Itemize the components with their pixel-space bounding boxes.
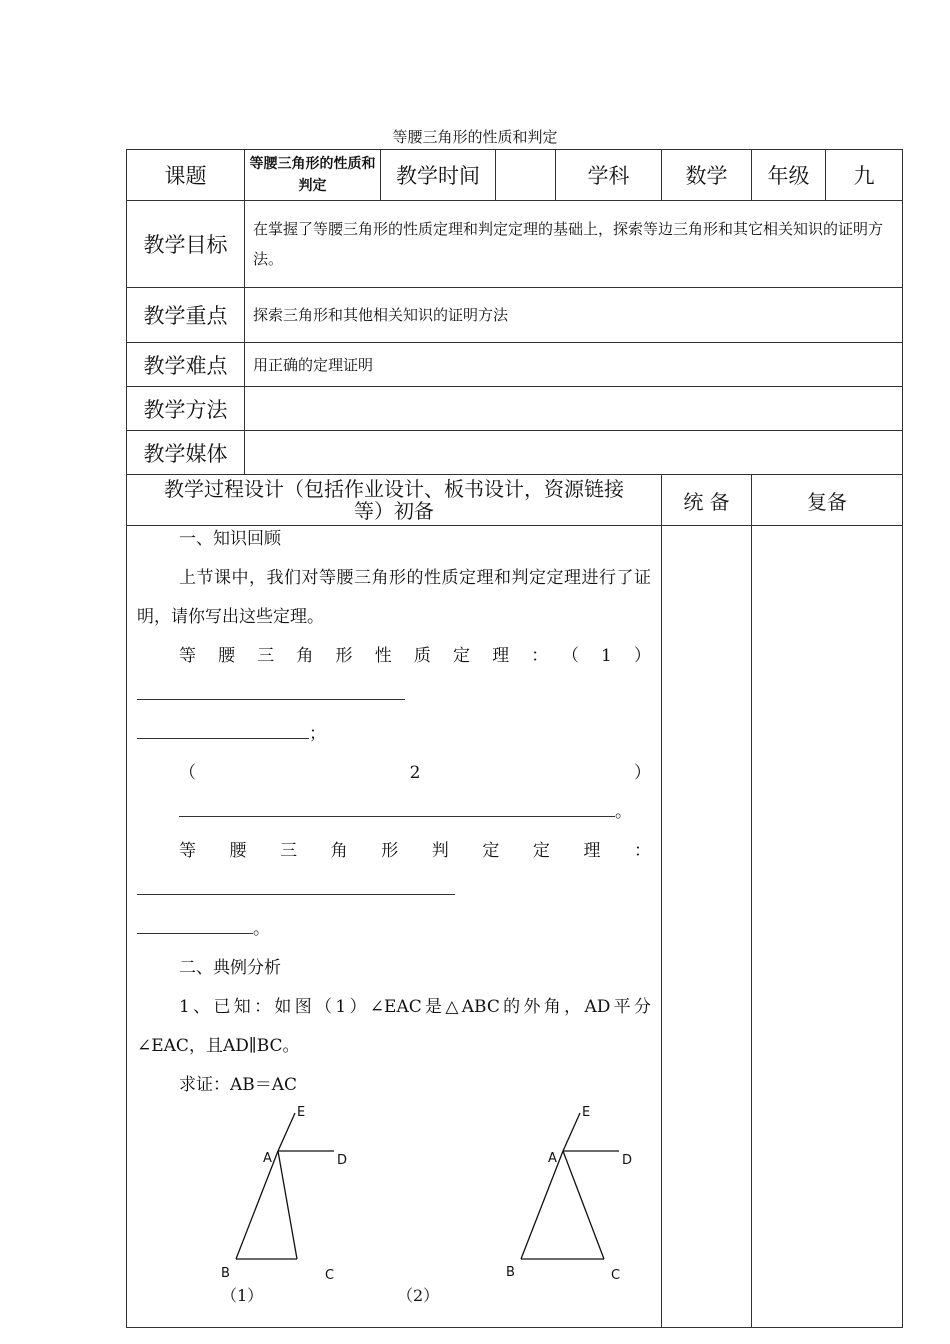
- property2-line: [137, 754, 651, 832]
- prove-statement: 求证：AB＝AC: [179, 1075, 298, 1095]
- review-prep-cell[interactable]: [752, 526, 903, 1328]
- figure-1-diagram: [236, 1113, 334, 1259]
- unified-prep-header: 统 备: [662, 475, 752, 526]
- judge-label: 等腰三角形判定定理：: [179, 841, 651, 861]
- fig1-segment-ab: [236, 1151, 278, 1259]
- fig2-point-e: E: [582, 1105, 591, 1120]
- property2-blank[interactable]: [179, 800, 615, 817]
- figures-area: [137, 1105, 651, 1327]
- fig1-segment-ac: [278, 1151, 297, 1259]
- fig1-point-a: A: [263, 1151, 272, 1166]
- goal-value: 在掌握了等腰三角形的性质定理和判定定理的基础上，探索等边三角形和其它相关知识的证明方法。: [245, 201, 903, 288]
- property2-label: （2）: [179, 763, 651, 783]
- lesson-plan-table: [126, 149, 903, 1328]
- subject-value: 数学: [662, 150, 752, 201]
- property2-period: 。: [615, 802, 632, 822]
- property-end: ；: [309, 724, 326, 744]
- difficulty-value: 用正确的定理证明: [245, 343, 903, 387]
- fig2-point-b: B: [506, 1265, 515, 1280]
- difficulty-label: 教学难点: [127, 343, 245, 387]
- fig1-caption: （1）: [221, 1286, 264, 1305]
- focus-label: 教学重点: [127, 288, 245, 343]
- fig2-segment-ab: [521, 1151, 563, 1259]
- grade-value: 九: [826, 150, 903, 201]
- property-label: 等腰三角形性质定理：（1）: [179, 646, 651, 666]
- fig2-segment-ae: [563, 1113, 580, 1151]
- fig1-point-e: E: [297, 1105, 306, 1120]
- fig1-point-d: D: [337, 1153, 348, 1168]
- example1-line1: 1、已知：如图（1）∠EAC是△ABC的外角，AD平分: [179, 997, 651, 1017]
- grade-label: 年级: [752, 150, 826, 201]
- fig1-point-b: B: [221, 1266, 230, 1281]
- property-blank-1[interactable]: [137, 683, 405, 700]
- focus-value: 探索三角形和其他相关知识的证明方法: [245, 288, 903, 343]
- property-blank-2[interactable]: [137, 722, 309, 739]
- judge-blank-1[interactable]: [137, 878, 455, 895]
- topic-label: 课题: [127, 150, 245, 201]
- media-value[interactable]: [245, 431, 903, 475]
- time-label: 教学时间: [381, 150, 496, 201]
- intro-paragraph: 上节课中，我们对等腰三角形的性质定理和判定定理进行了证明，请你写出这些定理。: [137, 568, 651, 627]
- fig2-segment-ac: [563, 1151, 604, 1259]
- method-value[interactable]: [245, 387, 903, 431]
- property-theorem-line-2: [137, 715, 651, 754]
- fig2-point-c: C: [611, 1268, 621, 1283]
- example1-line2: ∠EAC，且AD∥BC。: [137, 1036, 300, 1056]
- judge-theorem-line-2: [137, 910, 651, 949]
- method-label: 教学方法: [127, 387, 245, 431]
- media-label: 教学媒体: [127, 431, 245, 475]
- time-value[interactable]: [496, 150, 556, 201]
- fig1-point-c: C: [325, 1268, 335, 1283]
- judge-blank-2[interactable]: [137, 917, 253, 934]
- section1-title: 一、知识回顾: [179, 529, 281, 549]
- goal-label: 教学目标: [127, 201, 245, 288]
- judge-theorem-line: [137, 832, 651, 910]
- section2-title: 二、典例分析: [179, 958, 281, 978]
- property-theorem-line: [137, 637, 651, 715]
- fig1-segment-ae: [278, 1113, 295, 1151]
- subject-label: 学科: [556, 150, 662, 201]
- fig2-point-d: D: [622, 1153, 633, 1168]
- figure-2-diagram: [521, 1113, 619, 1259]
- process-design-header: 教学过程设计（包括作业设计、板书设计，资源链接等）初备: [127, 475, 662, 526]
- fig2-caption: （2）: [397, 1286, 440, 1305]
- process-content: [127, 526, 662, 1328]
- fig2-point-a: A: [548, 1151, 557, 1166]
- topic-value: 等腰三角形的性质和判定: [245, 150, 381, 201]
- document-title: 等腰三角形的性质和判定: [392, 128, 558, 146]
- judge-period: 。: [253, 919, 270, 939]
- review-prep-header: 复备: [752, 475, 903, 526]
